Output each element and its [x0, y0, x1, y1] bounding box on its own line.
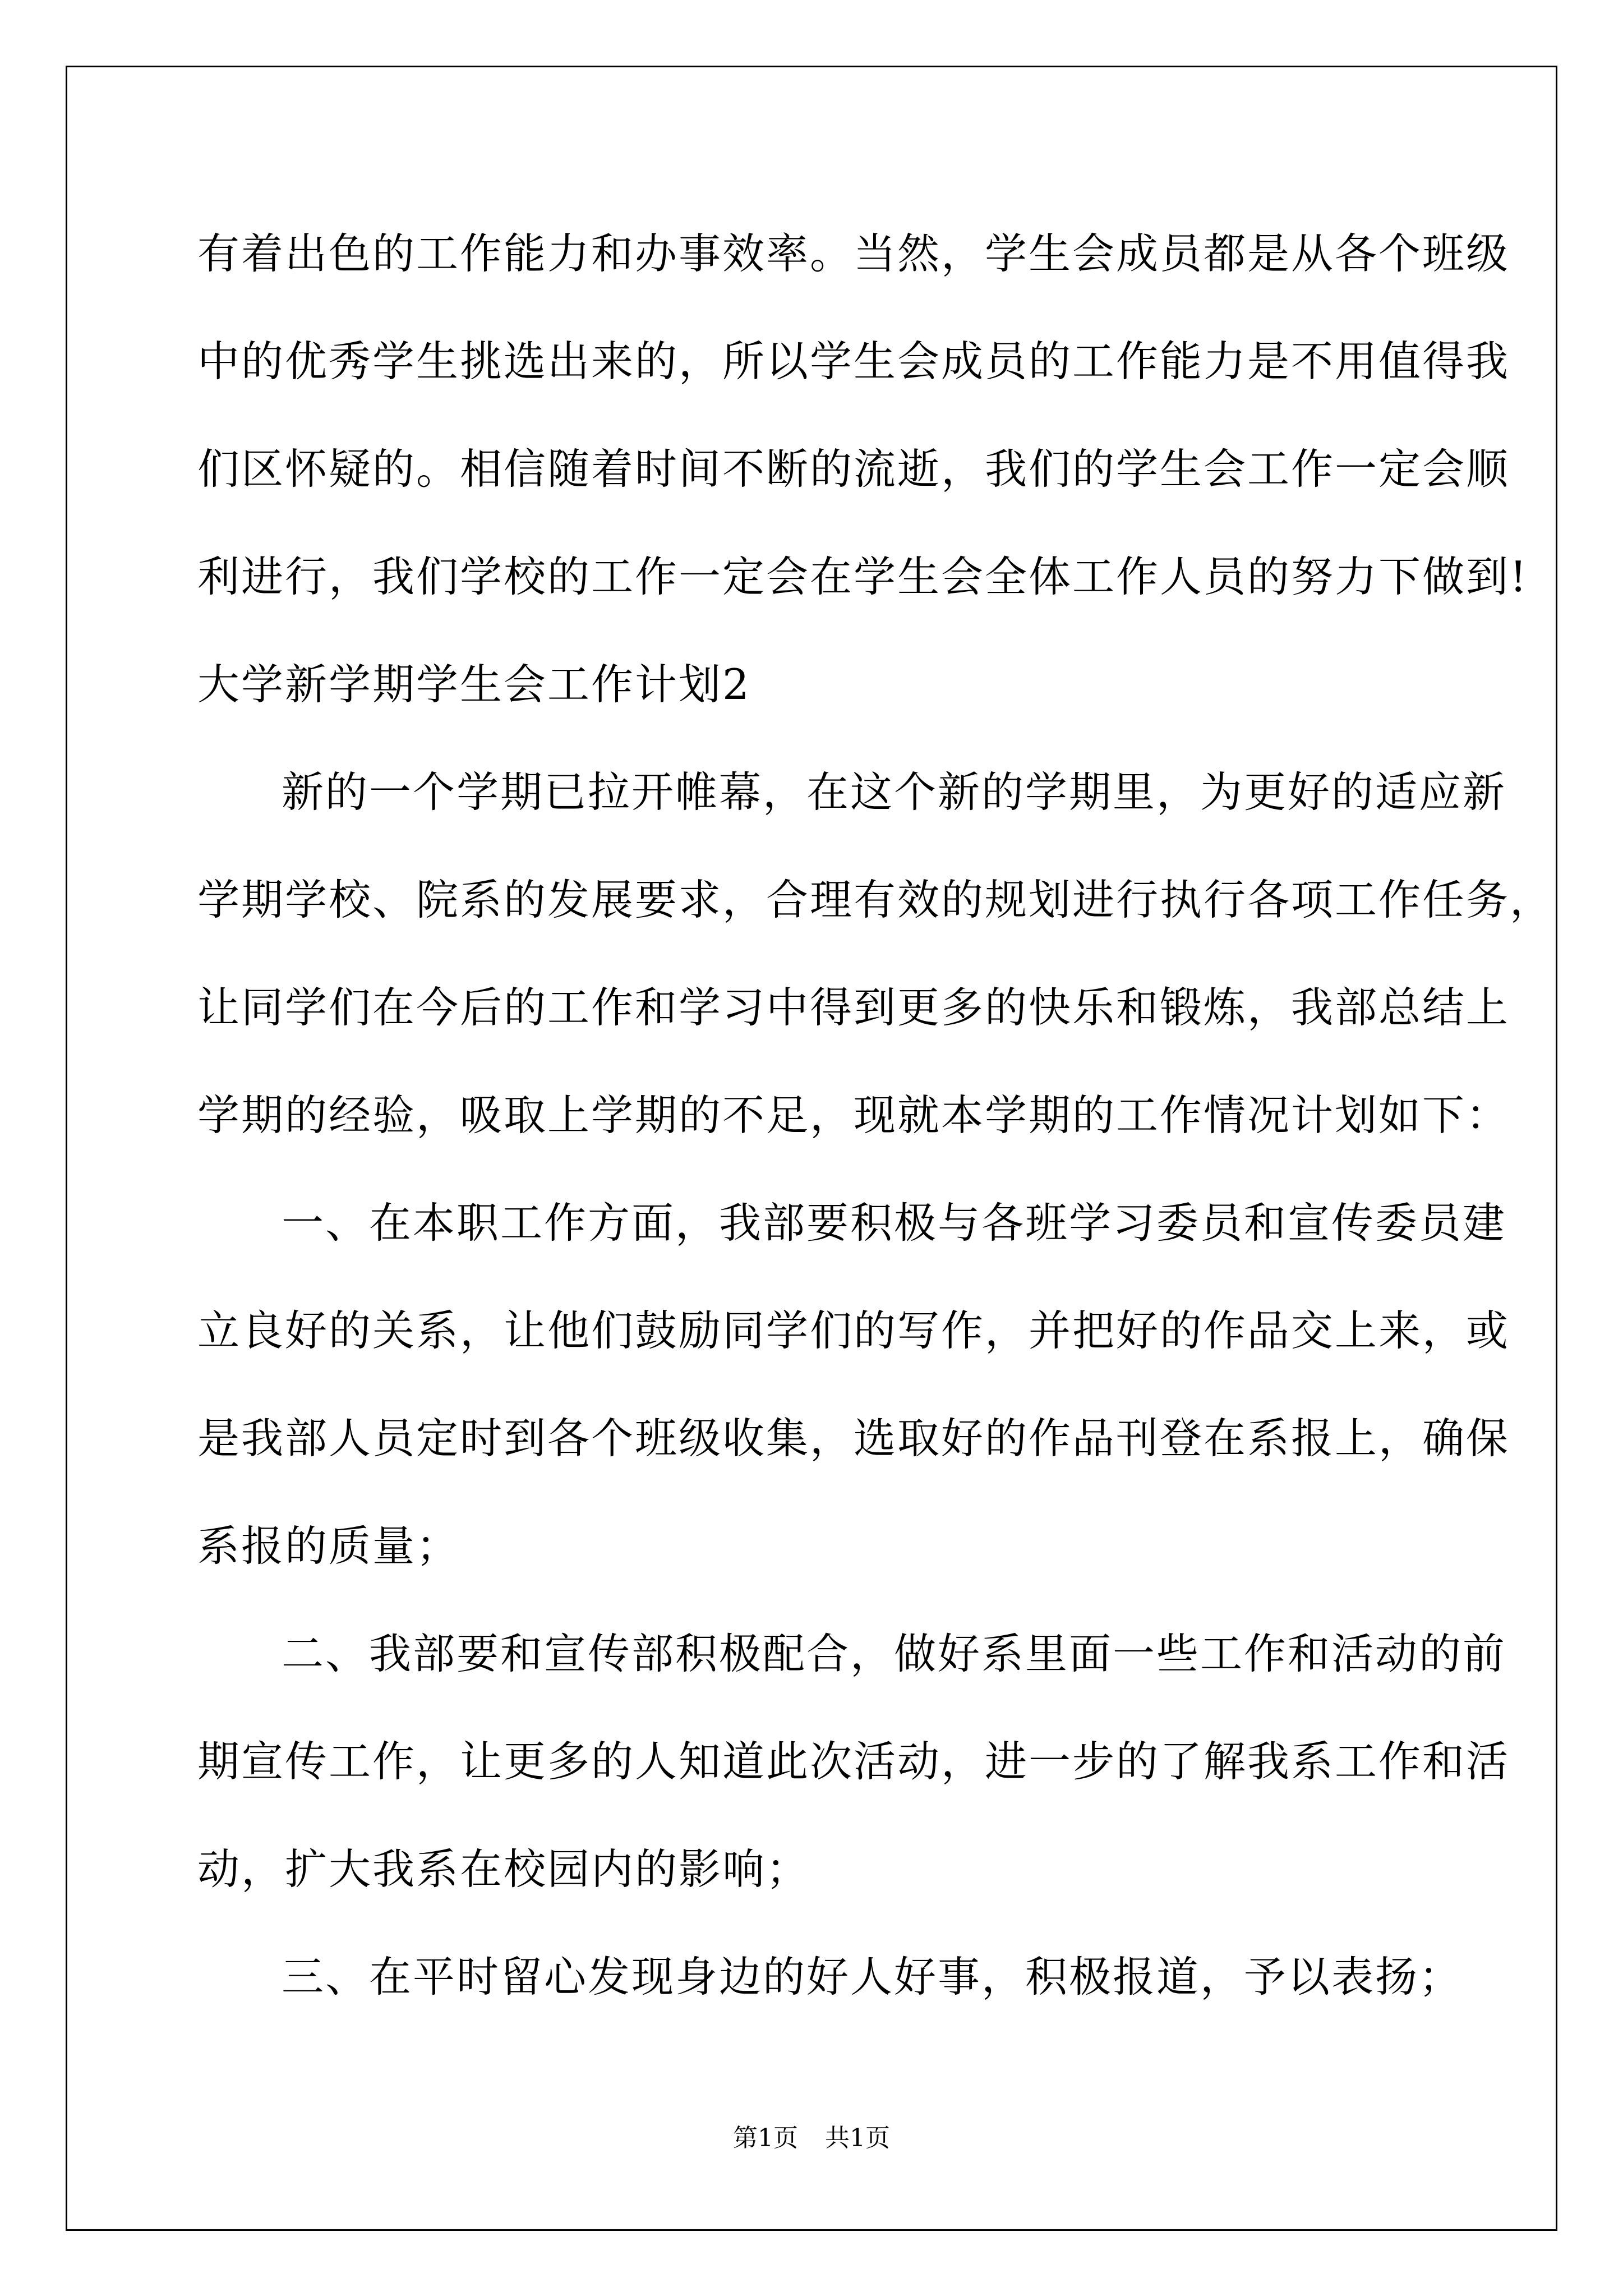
- text-line: 有着出色的工作能力和办事效率。当然，学生会成员都是从各个班级: [197, 229, 1510, 278]
- text-line: 二、我部要和宣传部积极配合，做好系里面一些工作和活动的前: [282, 1629, 1507, 1678]
- page-total: 共1页: [825, 2124, 890, 2152]
- text-line: 利进行，我们学校的工作一定会在学生会全体工作人员的努力下做到!: [197, 552, 1529, 601]
- text-line: 们区怀疑的。相信随着时间不断的流逝，我们的学生会工作一定会顺: [197, 444, 1510, 494]
- text-line: 系报的质量；: [197, 1521, 460, 1571]
- text-line: 期宣传工作，让更多的人知道此次活动，进一步的了解我系工作和活: [197, 1737, 1510, 1786]
- text-line: 让同学们在今后的工作和学习中得到更多的快乐和锻炼，我部总结上: [197, 983, 1510, 1032]
- document-body: [197, 200, 1554, 2031]
- page-number: 第1页: [733, 2124, 798, 2152]
- text-line: 是我部人员定时到各个班级收集，选取好的作品刊登在系报上，确保: [197, 1414, 1510, 1463]
- text-line: 学期学校、院系的发展要求，合理有效的规划进行执行各项工作任务，: [197, 875, 1554, 924]
- text-line: 学期的经验，吸取上学期的不足，现就本学期的工作情况计划如下：: [197, 1091, 1510, 1140]
- text-line: 中的优秀学生挑选出来的，所以学生会成员的工作能力是不用值得我: [197, 337, 1510, 386]
- section-heading: 大学新学期学生会工作计划2: [197, 660, 751, 709]
- text-line: 动，扩大我系在校园内的影响；: [197, 1844, 810, 1894]
- text-line: 立良好的关系，让他们鼓励同学们的写作，并把好的作品交上来，或: [197, 1306, 1510, 1355]
- text-line: 一、在本职工作方面，我部要积极与各班学习委员和宣传委员建: [282, 1198, 1507, 1248]
- text-line: 新的一个学期已拉开帷幕，在这个新的学期里，为更好的适应新: [282, 767, 1507, 817]
- text-line: 三、在平时留心发现身边的好人好事，积极报道，予以表扬；: [282, 1952, 1463, 2001]
- page-footer: [0, 2122, 1623, 2155]
